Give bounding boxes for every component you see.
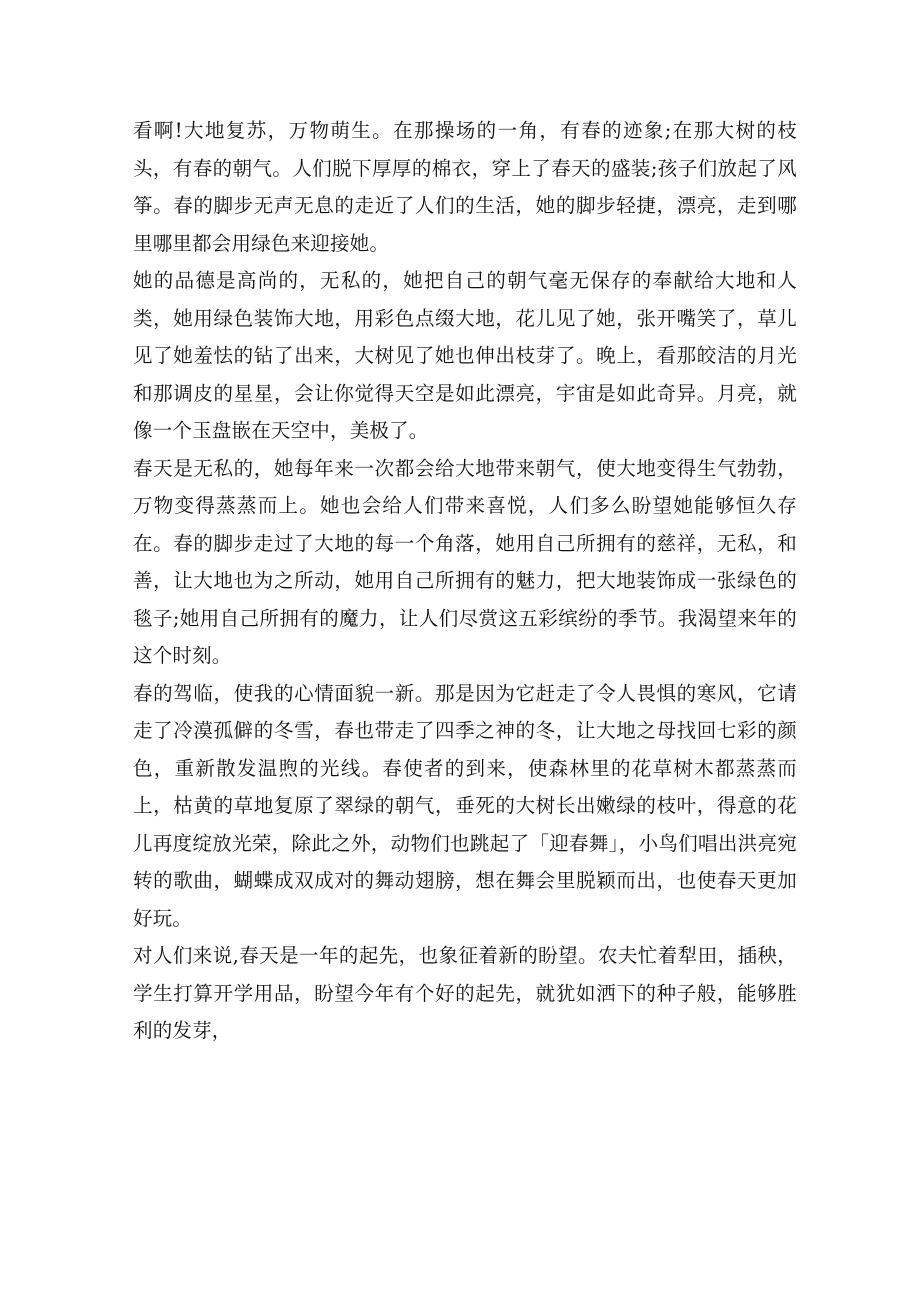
- document-body: [133, 112, 797, 1050]
- paragraph: 她的品德是高尚的，无私的，她把自己的朝气毫无保存的奉献给大地和人类，她用绿色装饰大地，用彩色点缀大地，花儿见了她，张开嘴笑了，草儿见了她羞怯的钻了出来，大树见了她也伸出枝芽了。晚上，看那皎洁的月光和那调皮的星星，会让你觉得天空是如此漂亮，宇宙是如此奇异。月亮，就像一个玉盘嵌在天空中，美极了。: [133, 269, 797, 442]
- paragraph: 对人们来说,春天是一年的起先，也象征着新的盼望。农夫忙着犁田，插秧，学生打算开学用品，盼望今年有个好的起先，就犹如洒下的种子般，能够胜利的发芽，: [133, 944, 797, 1042]
- paragraph: 看啊!大地复苏，万物萌生。在那操场的一角，有春的迹象;在那大树的枝头，有春的朝气。人们脱下厚厚的棉衣，穿上了春天的盛装;孩子们放起了风筝。春的脚步无声无息的走近了人们的生活，她的脚步轻捷，漂亮，走到哪里哪里都会用绿色来迎接她。: [133, 119, 797, 255]
- paragraph: 春天是无私的，她每年来一次都会给大地带来朝气，使大地变得生气勃勃，万物变得蒸蒸而上。她也会给人们带来喜悦，人们多么盼望她能够恒久存在。春的脚步走过了大地的每一个角落，她用自己所拥有的慈祥，无私，和善，让大地也为之所动，她用自己所拥有的魅力，把大地装饰成一张绿色的毯子;她用自己所拥有的魔力，让人们尽赏这五彩缤纷的季节。我渴望来年的这个时刻。: [133, 456, 797, 667]
- paragraph: 春的驾临，使我的心情面貌一新。那是因为它赶走了令人畏惧的寒风，它请走了冷漠孤僻的冬雪，春也带走了四季之神的冬，让大地之母找回七彩的颜色，重新散发温煦的光线。春使者的到来，使森林里的花草树木都蒸蒸而上，枯黄的草地复原了翠绿的朝气，垂死的大树长出嫩绿的枝叶，得意的花儿再度绽放光荣，除此之外，动物们也跳起了「迎春舞」，小鸟们唱出洪亮宛转的歌曲，蝴蝶成双成对的舞动翅膀，想在舞会里脱颖而出，也使春天更加好玩。: [133, 681, 797, 930]
